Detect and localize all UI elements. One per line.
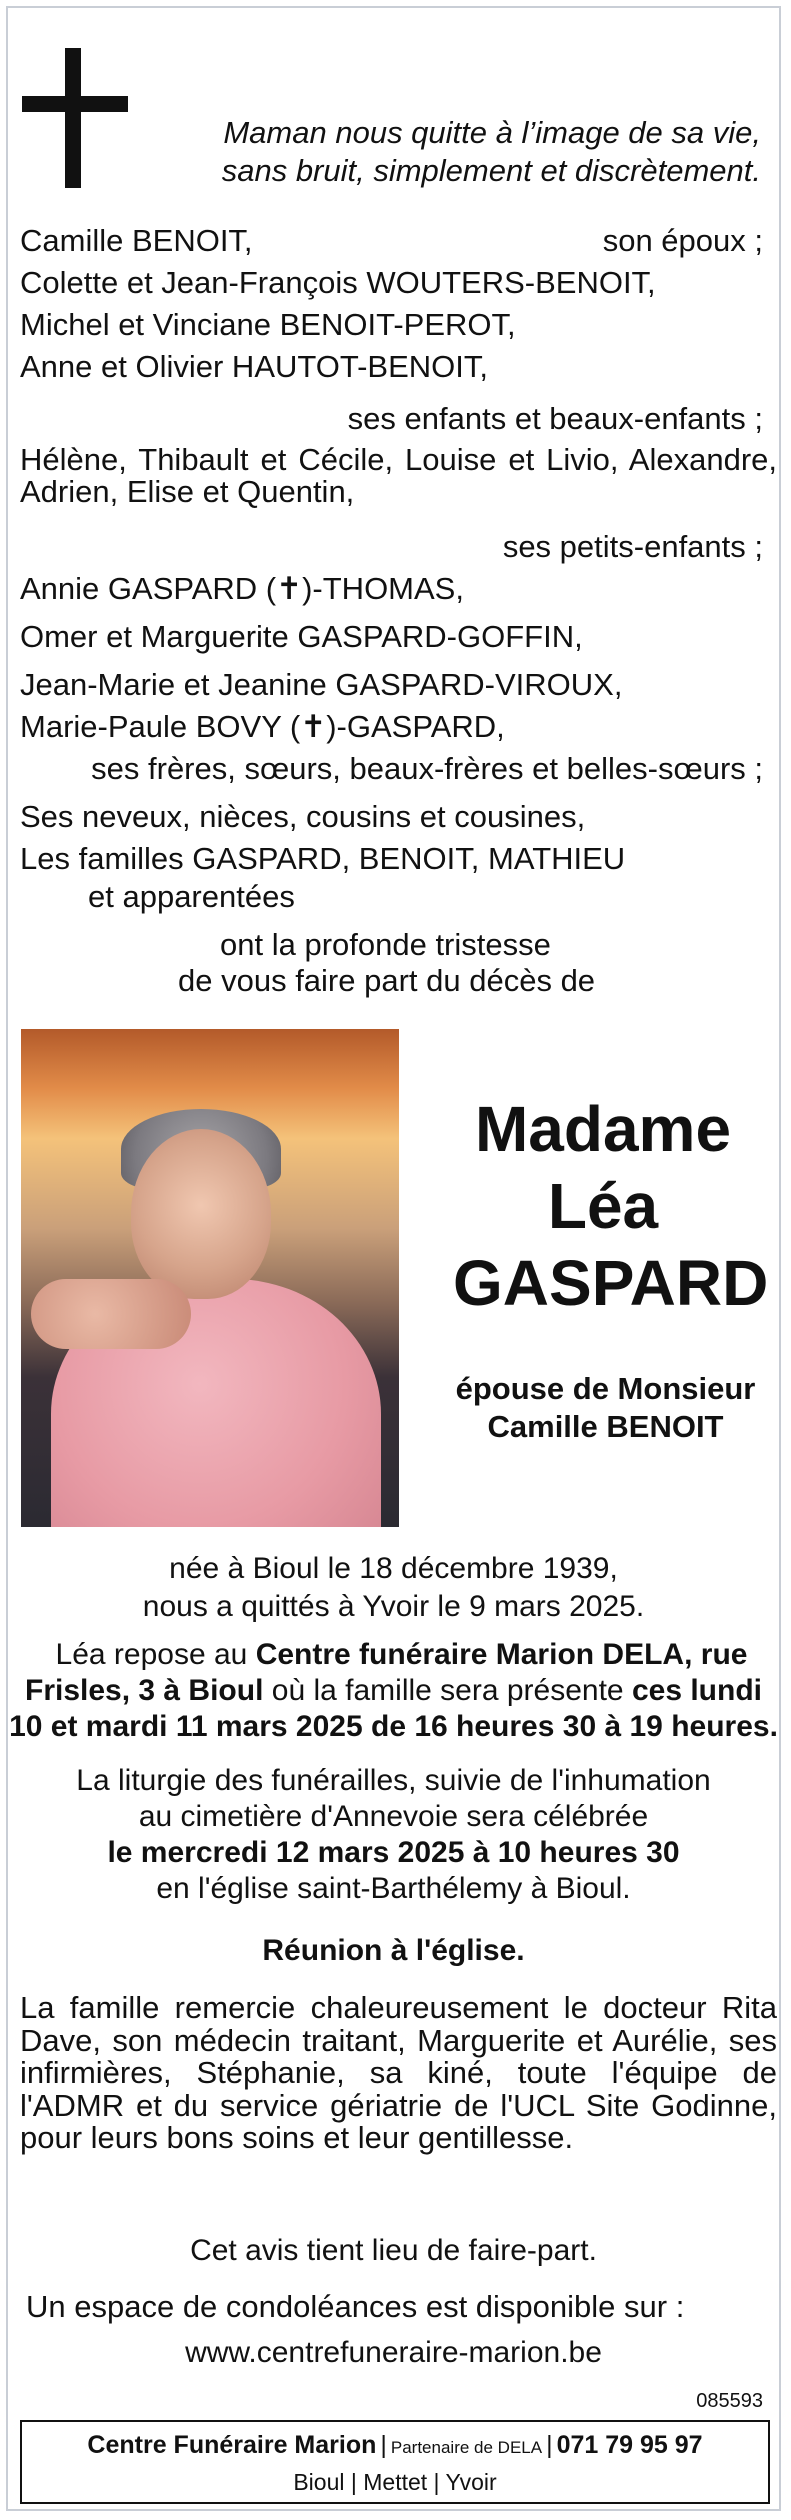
liturgy-date: le mercredi 12 mars 2025 à 10 heures 30 [107,1836,680,1869]
phone-number[interactable]: 071 79 95 97 [556,2431,703,2459]
notice-line: Cet avis tient lieu de faire-part. [190,2234,597,2267]
liturgy-line-2: au cimetière d'Annevoie sera célébrée [138,1800,649,1833]
quote-line-2: sans bruit, simplement et discrètement. [221,153,761,188]
birth-line: née à Bioul le 18 décembre 1939, [169,1552,618,1585]
footer-line-1 [22,2430,768,2463]
reference-number: 085593 [696,2390,763,2412]
repose-place: Centre funéraire Marion DELA, rue [255,1638,748,1671]
sibling-line-3: Jean-Marie et Jeanine GASPARD-VIROUX, [20,667,623,702]
obituary-frame [6,6,781,2511]
deceased-spouse [433,1370,778,1446]
obituary-content [8,8,779,2509]
partner-label: Partenaire de DELA [390,2438,543,2457]
cross-icon [22,48,128,188]
spouse-line-1: épouse de Monsieur [455,1371,756,1406]
deceased-photo [21,1029,399,1527]
repose-line-1 [24,1636,779,1673]
families-suffix: et apparentées [88,879,295,914]
funeral-home-footer [20,2420,770,2504]
footer-locations: Bioul | Mettet | Yvoir [293,2469,497,2495]
company-name: Centre Funéraire Marion [87,2431,377,2459]
repose-intro: Léa repose au [55,1638,256,1671]
liturgy-line-1: La liturgie des funérailles, suivie de l'inhumation [76,1764,711,1797]
repose-when-2: 10 et mardi 11 mars 2025 de 16 heures 30 à 19 heures. [9,1710,778,1743]
deceased-first-name: Léa [547,1170,659,1242]
announce-line-2: de vous faire part du décès de [178,963,596,998]
families-line: Les familles GASPARD, BENOIT, MATHIEU [20,841,626,876]
child-line-1: Colette et Jean-François WOUTERS-BENOIT, [20,265,656,300]
repose-when-1: ces lundi [631,1674,762,1707]
footer-separator: | [380,2431,387,2459]
quote-line-1: Maman nous quitte à l’image de sa vie, [223,115,761,150]
condolences-line: Un espace de condoléances est disponible sur : [26,2289,685,2324]
deceased-title: Madame [474,1093,732,1165]
sibling-line-1: Annie GASPARD (✝)-THOMAS, [20,571,464,606]
footer-separator: | [546,2431,553,2459]
repose-mid: où la famille sera présente [263,1674,632,1707]
death-line: nous a quittés à Yvoir le 9 mars 2025. [142,1590,645,1623]
repose-line-2 [8,1672,779,1709]
sibling-line-4: Marie-Paule BOVY (✝)-GASPARD, [20,709,505,744]
spouse-line-2: Camille BENOIT [487,1409,724,1444]
website-link[interactable]: www.centrefuneraire-marion.be [185,2336,602,2369]
spouse-role: son époux ; [602,223,763,258]
thanks-paragraph: La famille remercie chaleureusement le docteur Rita Dave, son médecin traitant, Marguerite et Aurélie, ses infirmières, Stéphanie, sa kiné, toute l'équipe de l'ADMR et du service gériatrie de l'UCL Site Godinne, pour leurs bons soins et leur gentillesse. [20,1990,777,2155]
reunion-note: Réunion à l'église. [262,1934,525,1967]
child-line-3: Anne et Olivier HAUTOT-BENOIT, [20,349,488,384]
children-role: ses enfants et beaux-enfants ; [347,401,763,436]
epitaph-quote [121,114,761,190]
deceased-last-name: GASPARD [453,1247,769,1319]
deceased-name-block [453,1091,769,1322]
announce-line-1: ont la profonde tristesse [220,927,551,962]
siblings-role: ses frères, sœurs, beaux-frères et belles-sœurs ; [91,751,763,786]
grandchildren-list: Hélène, Thibault et Cécile, Louise et Livio, Alexandre, Adrien, Elise et Quentin, [20,442,777,509]
grandchildren-role: ses petits-enfants ; [502,529,763,564]
liturgy-place: en l'église saint-Barthélemy à Bioul. [156,1872,631,1905]
repose-place-2: Frisles, 3 à Bioul [25,1674,264,1707]
spouse-name: Camille BENOIT, [20,223,253,258]
extended-family: Ses neveux, nièces, cousins et cousines, [20,799,586,834]
sibling-line-2: Omer et Marguerite GASPARD-GOFFIN, [20,619,583,654]
child-line-2: Michel et Vinciane BENOIT-PEROT, [20,307,516,342]
